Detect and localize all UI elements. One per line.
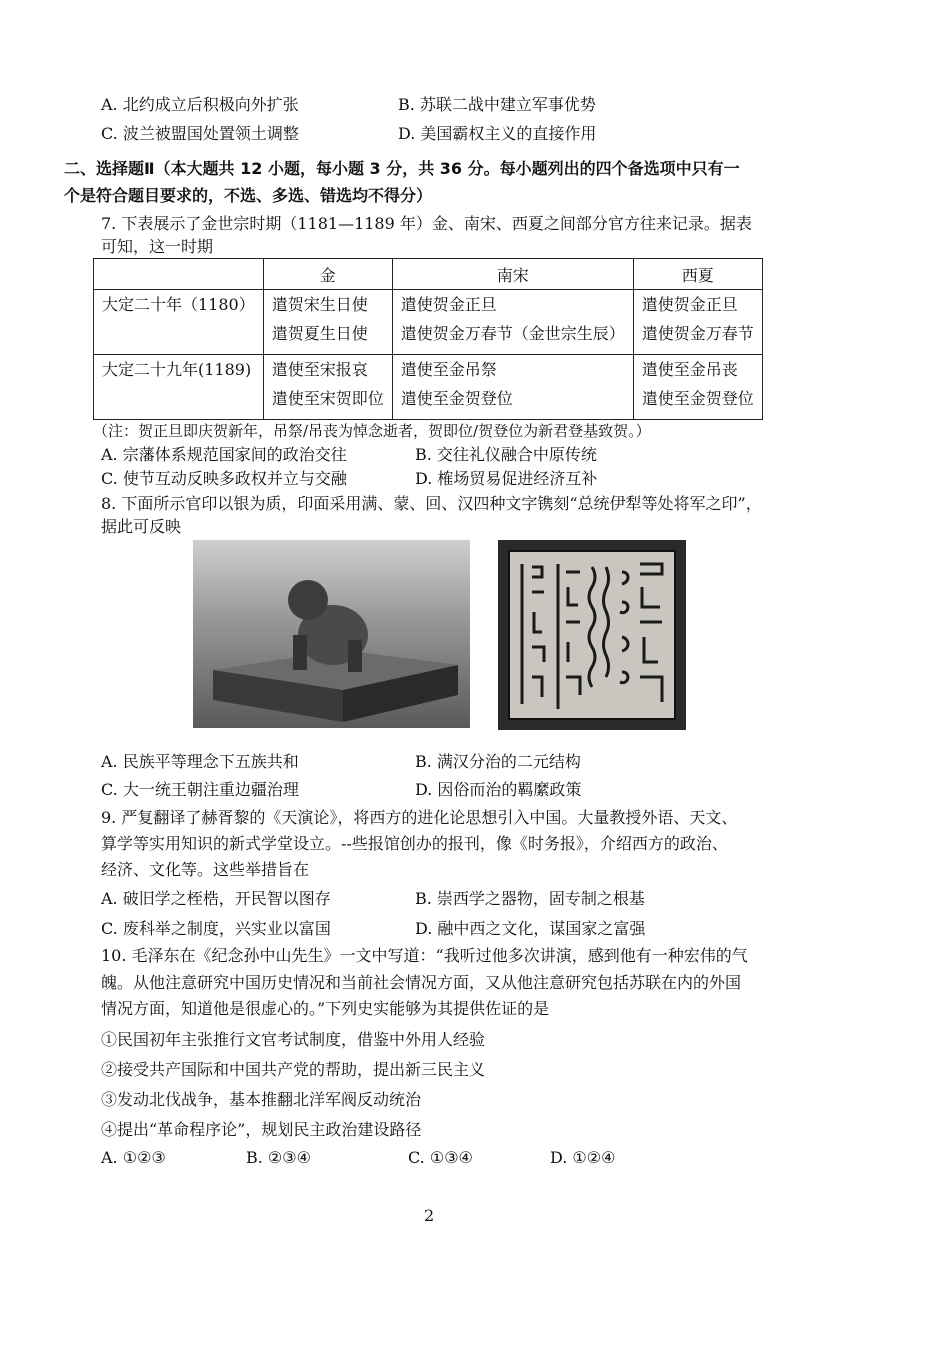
- row-label: 大定二十九年(1189): [102, 360, 252, 379]
- table-cell: 遣使贺金正旦: [400, 295, 497, 314]
- q10-stem-line3: 情况方面，知道他是很虚心的。”下列史实能够为其提供佐证的是: [101, 999, 550, 1018]
- table-header-song: 南宋: [392, 259, 633, 290]
- q10-item-3: ③发动北伐战争，基本推翻北洋军阀反动统治: [101, 1090, 422, 1109]
- q6-option-b: B. 苏联二战中建立军事优势: [398, 95, 596, 114]
- table-cell: 遣使至宋贺即位: [271, 389, 384, 408]
- q9-option-d: D. 融中西之文化，谋国家之富强: [415, 919, 646, 938]
- table-header-xia: 西夏: [633, 259, 762, 290]
- seal-imprint: [498, 540, 686, 730]
- seal-photo: [193, 540, 470, 728]
- table-cell: 遣使至金贺登位: [641, 389, 754, 408]
- table-cell: 遣使贺金万春节: [641, 324, 754, 343]
- table-cell: 遣使至金贺登位: [400, 389, 513, 408]
- q7-note: （注：贺正旦即庆贺新年，吊祭/吊丧为悼念逝者，贺即位/贺登位为新君登基致贺。）: [93, 422, 651, 440]
- table-header-row: [94, 259, 763, 290]
- q9-option-c: C. 废科举之制度，兴实业以富国: [101, 919, 331, 938]
- q9-option-b: B. 崇西学之器物，固专制之根基: [415, 889, 645, 908]
- q7-option-d: D. 榷场贸易促进经济互补: [415, 469, 598, 488]
- q10-stem-line1: 10. 毛泽东在《纪念孙中山先生》一文中写道：“我听过他多次讲演，感到他有一种宏伟的气: [101, 946, 748, 965]
- table-cell: 遣使至金吊丧: [641, 360, 738, 379]
- q8-option-b: B. 满汉分治的二元结构: [415, 752, 581, 771]
- page-number: 2: [424, 1206, 435, 1225]
- q7-option-b: B. 交往礼仪融合中原传统: [415, 445, 597, 464]
- q9-option-a: A. 破旧学之桎梏，开民智以图存: [101, 889, 331, 908]
- q8-option-c: C. 大一统王朝注重边疆治理: [101, 780, 299, 799]
- q7-stem-line2: 可知，这一时期: [101, 237, 214, 256]
- q9-stem-line3: 经济、文化等。这些举措旨在: [101, 860, 310, 879]
- table-cell: 遣使贺金正旦: [641, 295, 738, 314]
- q8-option-d: D. 因俗而治的羁縻政策: [415, 780, 582, 799]
- q10-stem-line2: 魄。从他注意研究中国历史情况和当前社会情况方面，又从他注意研究包括苏联在内的外国: [101, 973, 742, 992]
- table-header-empty: [94, 259, 264, 290]
- q8-option-a: A. 民族平等理念下五族共和: [101, 752, 299, 771]
- q7-option-a: A. 宗藩体系规范国家间的政治交往: [101, 445, 347, 464]
- table-cell: 遣使至宋报哀: [271, 360, 368, 379]
- table-cell: 遣贺夏生日使: [271, 324, 368, 343]
- q7-option-c: C. 使节互动反映多政权并立与交融: [101, 469, 347, 488]
- q10-option-a: A. ①②③: [101, 1148, 166, 1167]
- table-row: [94, 355, 763, 420]
- section-2-heading-line1: 二、选择题Ⅱ（本大题共 12 小题，每小题 3 分，共 36 分。每小题列出的四个备选项中只有一: [64, 159, 740, 178]
- table-cell: 遣使至金吊祭: [400, 360, 497, 379]
- seal-script-icon: [510, 552, 674, 718]
- q6-option-c: C. 波兰被盟国处置领土调整: [101, 124, 299, 143]
- q6-option-d: D. 美国霸权主义的直接作用: [398, 124, 597, 143]
- q7-table: [93, 258, 763, 420]
- q8-stem-line1: 8. 下面所示官印以银为质，印面采用满、蒙、回、汉四种文字镌刻“总统伊犁等处将军之印”，: [101, 494, 762, 513]
- q10-option-d: D. ①②④: [550, 1148, 616, 1167]
- table-header-jin: 金: [263, 259, 392, 290]
- table-row: [94, 290, 763, 355]
- q10-item-4: ④提出“革命程序论”，规划民主政治建设路径: [101, 1120, 422, 1139]
- section-2-heading-line2: 个是符合题目要求的，不选、多选、错选均不得分）: [64, 186, 433, 205]
- q10-item-1: ①民国初年主张推行文官考试制度，借鉴中外用人经验: [101, 1030, 486, 1049]
- q9-stem-line2: 算学等实用知识的新式学堂设立。--些报馆创办的报刊，像《时务报》，介绍西方的政治、: [101, 834, 728, 853]
- q8-stem-line2: 据此可反映: [101, 517, 182, 536]
- lion-seal-icon: [193, 540, 470, 728]
- q10-item-2: ②接受共产国际和中国共产党的帮助，提出新三民主义: [101, 1060, 486, 1079]
- row-label: 大定二十年（1180）: [102, 295, 255, 314]
- table-cell: 遣贺宋生日使: [271, 295, 368, 314]
- q10-option-c: C. ①③④: [408, 1148, 473, 1167]
- q10-option-b: B. ②③④: [246, 1148, 311, 1167]
- q7-stem-line1: 7. 下表展示了金世宗时期（1181—1189 年）金、南宋、西夏之间部分官方往来记录。据表: [101, 214, 752, 233]
- q6-option-a: A. 北约成立后积极向外扩张: [101, 95, 299, 114]
- q9-stem-line1: 9. 严复翻译了赫胥黎的《天演论》，将西方的进化论思想引入中国。大量教授外语、天文、: [101, 808, 738, 827]
- table-cell: 遣使贺金万春节（金世宗生辰）: [400, 324, 625, 343]
